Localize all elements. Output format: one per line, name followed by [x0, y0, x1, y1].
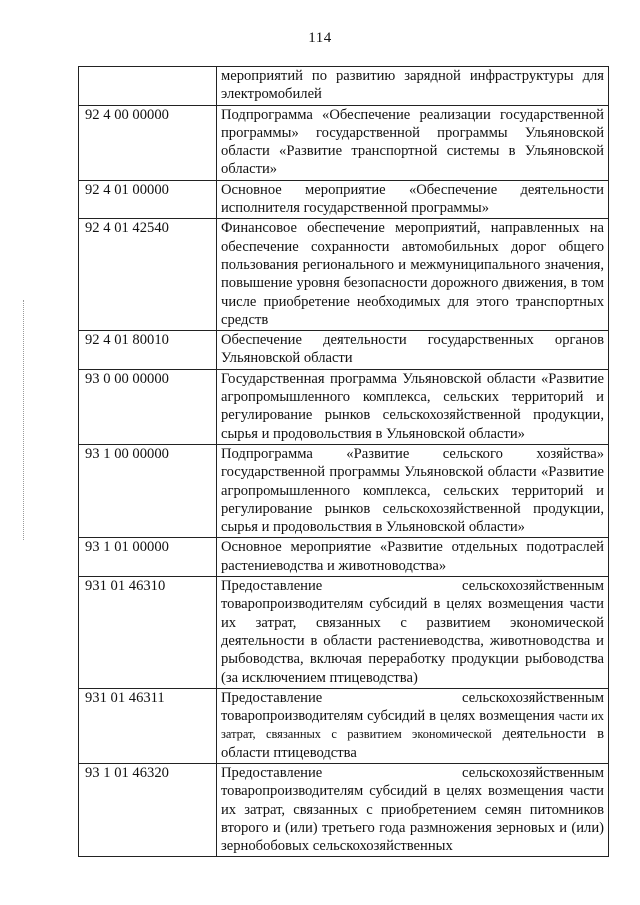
- code-cell: 92 4 01 00000: [79, 180, 217, 219]
- description-cell: Основное мероприятие «Обеспечение деятельности исполнителя государственной программы»: [217, 180, 609, 219]
- page-number: 114: [308, 30, 332, 46]
- code-cell: 93 1 01 00000: [79, 538, 217, 577]
- description-cell: Финансовое обеспечение мероприятий, направленных на обеспечение сохранности автомобильных дорог общего пользования регионального и межмуниципального значения, повышение уровня безопасности дорожного движения, в том числе приобретение необходимых для этого транспортных средств: [217, 219, 609, 331]
- description-small-text: части их затрат, связанных с развитием экономической: [221, 709, 604, 742]
- table-row: [79, 219, 609, 331]
- description-cell: мероприятий по развитию зарядной инфраструктуры для электромобилей: [217, 67, 609, 106]
- description-cell: Предоставление сельскохозяйственным товаропроизводителям субсидий в целях возмещения части их затрат, связанных с развитием экономической деятельности в области растениеводства, животноводства и рыбоводства, включая переработку продукции рыбоводства (за исключением птицеводства): [217, 577, 609, 689]
- table-row: [79, 105, 609, 180]
- description-cell: Подпрограмма «Развитие сельского хозяйства» государственной программы Ульяновской области «Развитие агропромышленного комплекса, сельских территорий и регулирование рынков сельскохозяйственной продукции, сырья и продовольствия в Ульяновской области»: [217, 444, 609, 537]
- description-cell: Государственная программа Ульяновской области «Развитие агропромышленного комплекса, сельских территорий и регулирование рынков сельскохозяйственной продукции, сырья и продовольствия в Ульяновской области»: [217, 369, 609, 444]
- table-row: [79, 577, 609, 689]
- table-row: [79, 688, 609, 763]
- table-row: [79, 331, 609, 370]
- code-cell: 93 1 01 46320: [79, 763, 217, 856]
- code-cell: 931 01 46310: [79, 577, 217, 689]
- description-cell: Предоставление сельскохозяйственным товаропроизводителям субсидий в целях возмещения части их затрат, связанных с приобретением семян питомников второго и (или) третьего года размножения зерновых и (или) зернобобовых сельскохозяйственных: [217, 763, 609, 856]
- code-cell: 93 1 00 00000: [79, 444, 217, 537]
- table-row: [79, 180, 609, 219]
- budget-classification-table: [78, 66, 609, 857]
- description-cell: Основное мероприятие «Развитие отдельных подотраслей растениеводства и животноводства»: [217, 538, 609, 577]
- table-row: [79, 538, 609, 577]
- description-cell: [217, 688, 609, 763]
- code-cell: 92 4 01 42540: [79, 219, 217, 331]
- code-cell: 931 01 46311: [79, 688, 217, 763]
- table-row: [79, 763, 609, 856]
- code-cell: 93 0 00 00000: [79, 369, 217, 444]
- description-text-part: Предоставление сельскохозяйственным товаропроизводителям субсидий в целях возмещения: [221, 689, 604, 725]
- description-cell: Обеспечение деятельности государственных органов Ульяновской области: [217, 331, 609, 370]
- table-row: [79, 67, 609, 106]
- code-cell: 92 4 01 80010: [79, 331, 217, 370]
- table-row: [79, 444, 609, 537]
- margin-scan-artifact: [23, 300, 26, 540]
- table-row: [79, 369, 609, 444]
- code-cell: 92 4 00 00000: [79, 105, 217, 180]
- description-cell: Подпрограмма «Обеспечение реализации государственной программы» государственной программы Ульяновской области «Развитие транспортной системы в Ульяновской области»: [217, 105, 609, 180]
- description-text-part: деятельности в области птицеводства: [221, 726, 604, 761]
- code-cell: [79, 67, 217, 106]
